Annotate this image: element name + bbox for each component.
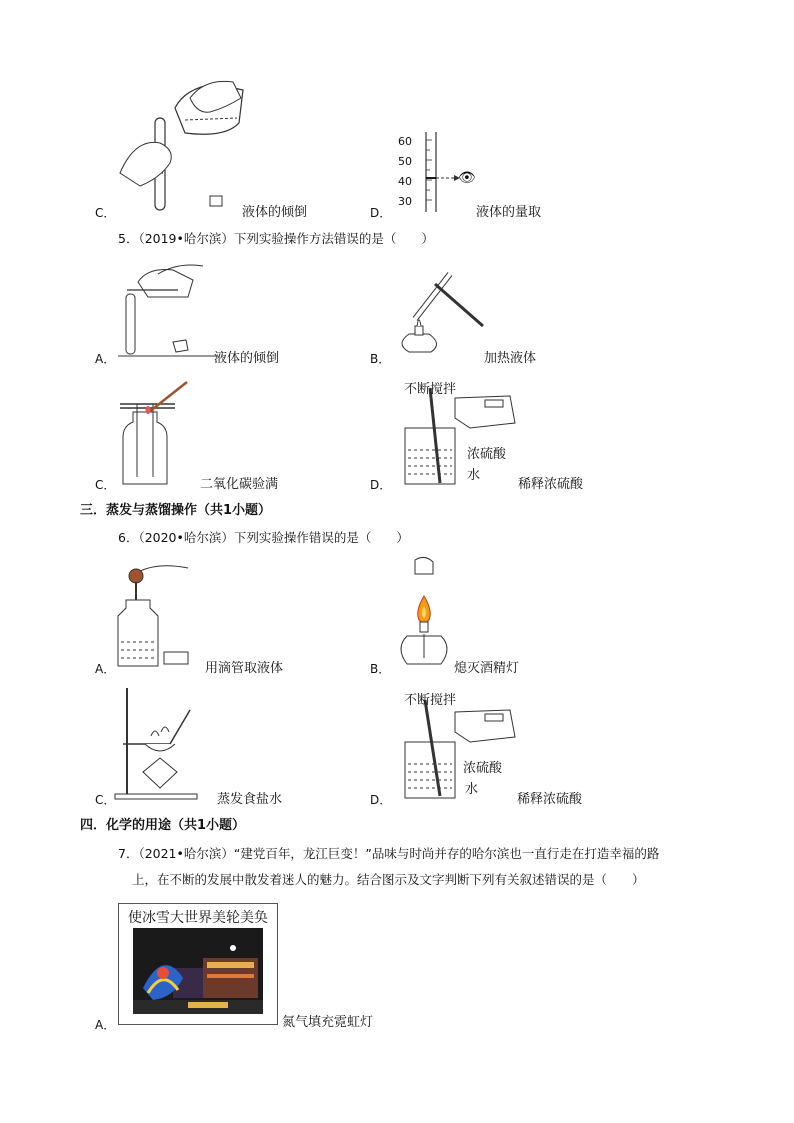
co2-test-illustration xyxy=(115,382,205,487)
option-letter: A． xyxy=(95,1018,116,1032)
dropper-illustration xyxy=(118,562,198,670)
option-letter: B． xyxy=(370,662,391,676)
photo-frame xyxy=(118,903,278,1025)
question-stem: 5．（2019•哈尔滨）下列实验操作方法错误的是（ ） xyxy=(118,231,434,246)
night-city-photo xyxy=(133,928,263,1014)
option-letter: C． xyxy=(95,478,116,492)
option-label: 液体的倾倒 xyxy=(242,205,308,220)
question-stem-line: 7．（2021•哈尔滨）“建党百年，龙江巨变！”品味与时尚并存的哈尔滨也一直行走在打造幸福的路 xyxy=(118,846,660,861)
alcohol-lamp-illustration xyxy=(395,556,465,671)
diluting-acid-illustration xyxy=(400,388,520,488)
pouring-liquid-illustration xyxy=(115,78,245,218)
water-label: 水 xyxy=(467,468,481,483)
option-label: 加热液体 xyxy=(484,351,537,366)
option-label: 蒸发食盐水 xyxy=(217,792,283,807)
question-stem-line: 上，在不断的发展中散发着迷人的魅力。结合图示及文字判断下列有关叙述错误的是（ ） xyxy=(132,872,645,887)
tick-label: 50 xyxy=(398,155,412,168)
stir-label: 不断搅拌 xyxy=(404,382,457,397)
acid-label: 浓硫酸 xyxy=(467,447,507,462)
option-label: 用滴管取液体 xyxy=(205,661,284,676)
eye-icon: 👁 xyxy=(458,170,476,186)
heating-liquid-illustration xyxy=(395,264,490,360)
tick-label: 30 xyxy=(398,195,412,208)
option-letter: A． xyxy=(95,662,116,676)
water-label: 水 xyxy=(465,782,479,797)
option-letter: A． xyxy=(95,352,116,366)
acid-label: 浓硫酸 xyxy=(463,761,503,776)
option-letter: D． xyxy=(370,206,392,220)
evaporation-illustration xyxy=(115,688,215,800)
option-label: 氮气填充霓虹灯 xyxy=(282,1015,374,1030)
question-stem: 6．（2020•哈尔滨）下列实验操作错误的是（ ） xyxy=(118,530,409,545)
option-label: 熄灭酒精灯 xyxy=(454,661,520,676)
option-letter: B． xyxy=(370,352,391,366)
option-label: 稀释浓硫酸 xyxy=(517,792,583,807)
option-label: 液体的倾倒 xyxy=(214,351,280,366)
section-title: 四．化学的用途（共1小题） xyxy=(80,818,246,833)
pouring-liquid-illustration xyxy=(118,262,218,358)
option-letter: C． xyxy=(95,206,116,220)
option-letter: C． xyxy=(95,793,116,807)
option-label: 稀释浓硫酸 xyxy=(518,477,584,492)
option-label: 二氧化碳验满 xyxy=(200,477,279,492)
section-title: 三．蒸发与蒸馏操作（共1小题） xyxy=(80,503,272,518)
option-label: 液体的量取 xyxy=(476,205,542,220)
tick-label: 60 xyxy=(398,135,412,148)
stir-label: 不断搅拌 xyxy=(404,693,457,708)
diluting-acid-illustration xyxy=(400,700,520,802)
option-letter: D． xyxy=(370,793,392,807)
photo-title: 使冰雪大世界美轮美奂 xyxy=(128,910,268,926)
option-letter: D． xyxy=(370,478,392,492)
tick-label: 40 xyxy=(398,175,412,188)
